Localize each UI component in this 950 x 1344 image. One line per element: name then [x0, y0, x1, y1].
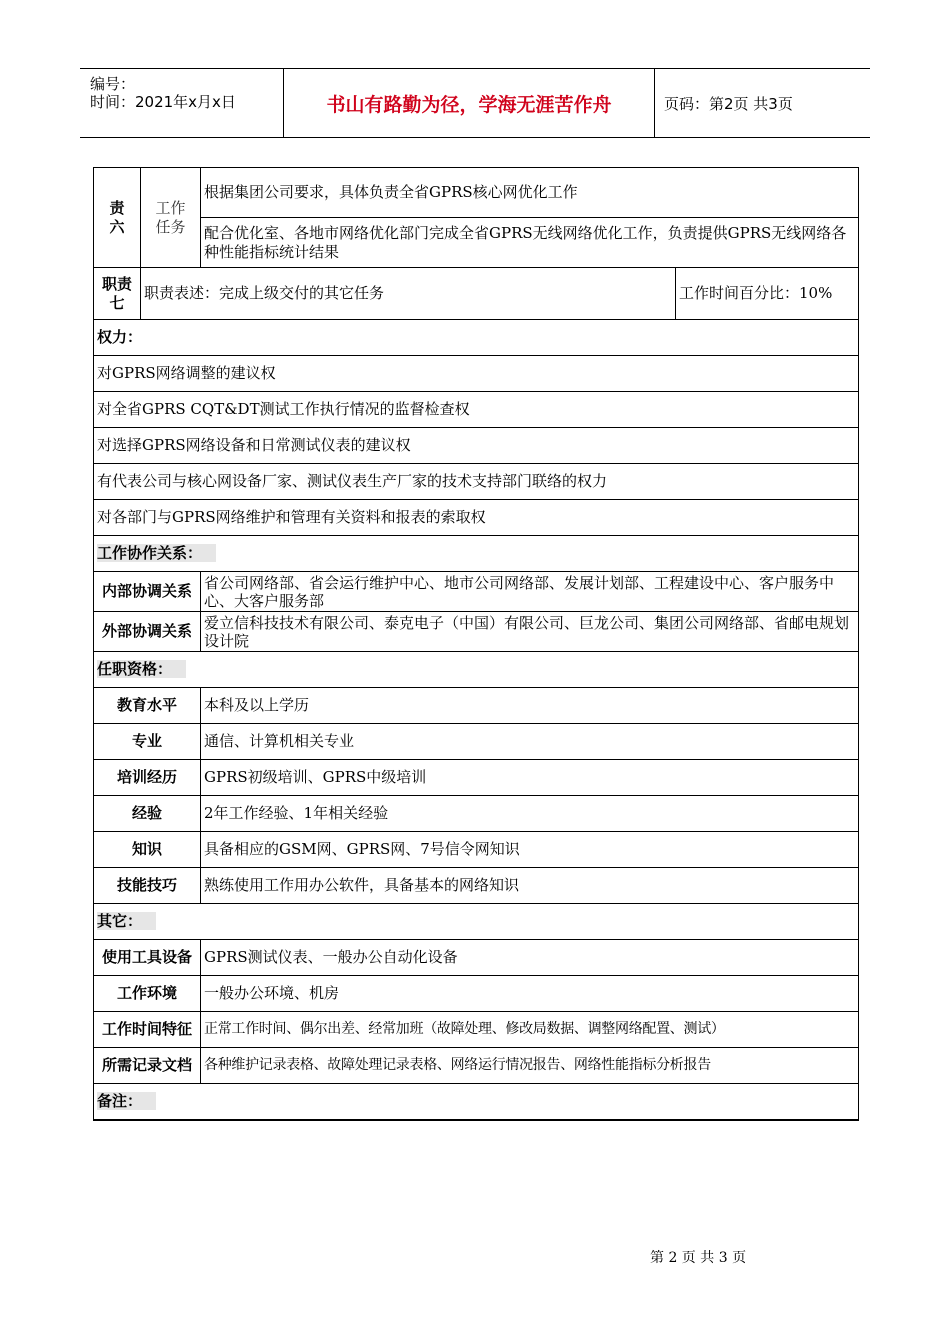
other-label: 工作时间特征 [94, 1012, 201, 1048]
number-label: 编号： [90, 75, 136, 93]
authority-item: 对选择GPRS网络设备和日常测试仪表的建议权 [94, 428, 859, 464]
authority-item: 对各部门与GPRS网络维护和管理有关资料和报表的索取权 [94, 500, 859, 536]
qual-value: 通信、计算机相关专业 [201, 724, 859, 760]
qual-value: 2年工作经验、1年相关经验 [201, 796, 859, 832]
authority-item: 对GPRS网络调整的建议权 [94, 356, 859, 392]
qual-value: GPRS初级培训、GPRS中级培训 [201, 760, 859, 796]
authority-item: 有代表公司与核心网设备厂家、测试仪表生产厂家的技术支持部门联络的权力 [94, 464, 859, 500]
internal-label: 内部协调关系 [94, 572, 201, 612]
duty6-label: 责 六 [94, 168, 141, 268]
qual-label: 培训经历 [94, 760, 201, 796]
qual-value: 具备相应的GSM网、GPRS网、7号信令网知识 [201, 832, 859, 868]
duty7-label: 职责 七 [94, 268, 141, 320]
authority-title: 权力： [94, 320, 859, 356]
duty6-task2: 配合优化室、各地市网络优化部门完成全省GPRS无线网络优化工作，负责提供GPRS无线网络各种性能指标统计结果 [201, 218, 859, 268]
duty6-task-label: 工作 任务 [141, 168, 201, 268]
header-left [80, 69, 283, 137]
cooperation-title: 工作协作关系： [94, 536, 859, 572]
qual-label: 教育水平 [94, 688, 201, 724]
qual-label: 技能技巧 [94, 868, 201, 904]
page-footer: 第 2 页 共 3 页 [650, 1250, 747, 1266]
other-value: 一般办公环境、机房 [201, 976, 859, 1012]
qual-label: 经验 [94, 796, 201, 832]
duty6-task1: 根据集团公司要求，具体负责全省GPRS核心网优化工作 [201, 168, 859, 218]
external-label: 外部协调关系 [94, 612, 201, 652]
qual-label: 专业 [94, 724, 201, 760]
internal-value: 省公司网络部、省会运行维护中心、地市公司网络部、发展计划部、工程建设中心、客户服务中心、大客户服务部 [201, 572, 859, 612]
job-description-table [93, 167, 859, 1121]
other-label: 工作环境 [94, 976, 201, 1012]
remarks-title: 备注： [94, 1084, 859, 1120]
authority-item: 对全省GPRS CQT&DT测试工作执行情况的监督检查权 [94, 392, 859, 428]
other-value: GPRS测试仪表、一般办公自动化设备 [201, 940, 859, 976]
duty7-desc: 职责表述：完成上级交付的其它任务 [141, 268, 676, 320]
external-value: 爱立信科技技术有限公司、泰克电子（中国）有限公司、巨龙公司、集团公司网络部、省邮电规划设计院 [201, 612, 859, 652]
other-value: 各种维护记录表格、故障处理记录表格、网络运行情况报告、网络性能指标分析报告 [201, 1048, 859, 1084]
page-header [80, 68, 870, 138]
other-value: 正常工作时间、偶尔出差、经常加班（故障处理、修改局数据、调整网络配置、测试） [201, 1012, 859, 1048]
qualification-title: 任职资格： [94, 652, 859, 688]
other-label: 所需记录文档 [94, 1048, 201, 1084]
qual-value: 熟练使用工作用办公软件，具备基本的网络知识 [201, 868, 859, 904]
date-label: 时间：2021年x月x日 [90, 93, 236, 111]
qual-value: 本科及以上学历 [201, 688, 859, 724]
page-label: 页码：第2页 共3页 [664, 94, 793, 113]
motto: 书山有路勤为径，学海无涯苦作舟 [283, 69, 655, 137]
qual-label: 知识 [94, 832, 201, 868]
other-title: 其它： [94, 904, 859, 940]
other-label: 使用工具设备 [94, 940, 201, 976]
duty7-time: 工作时间百分比：10% [676, 268, 859, 320]
